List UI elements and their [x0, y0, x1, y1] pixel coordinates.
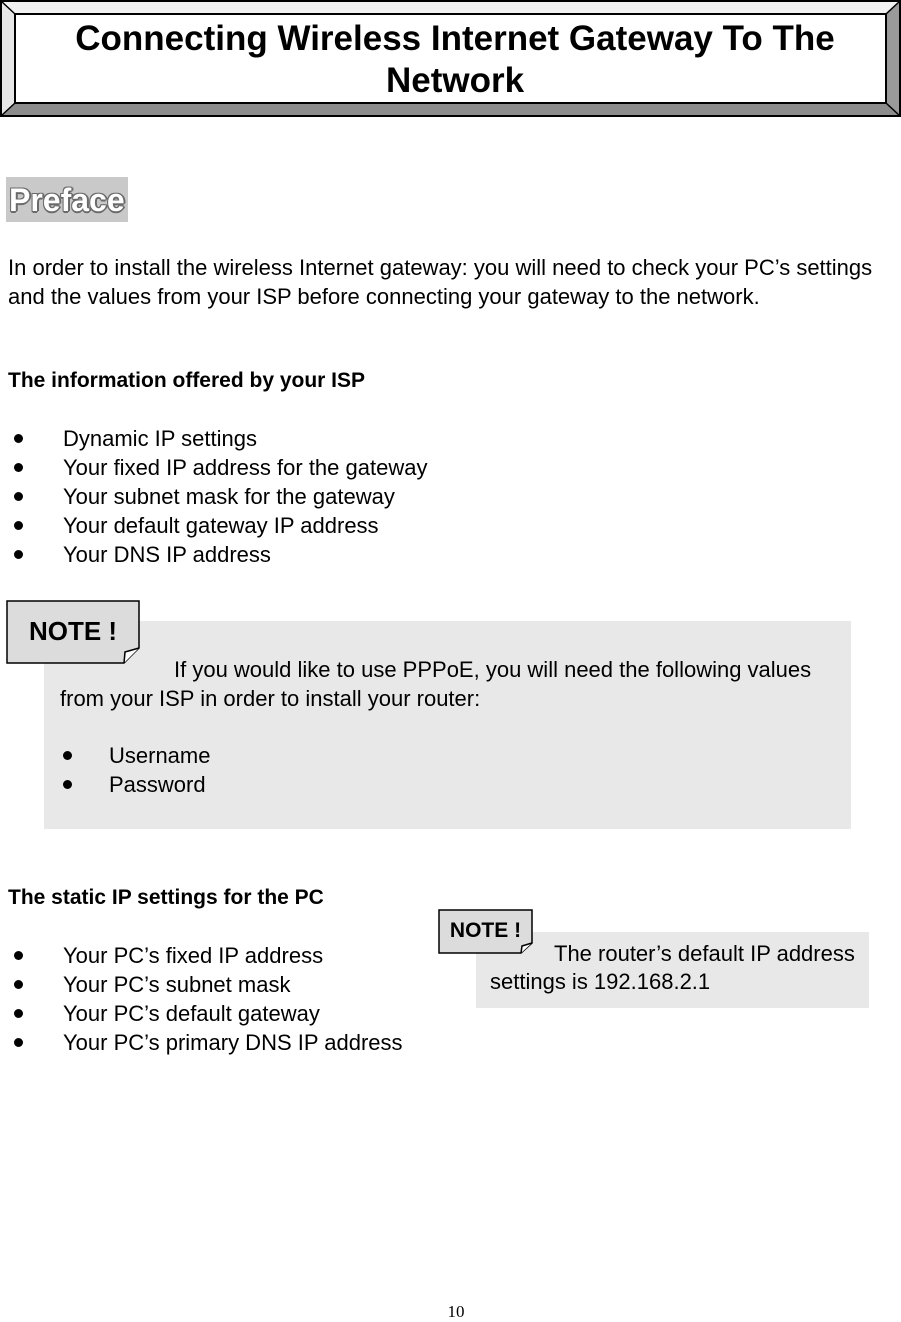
isp-section-heading: The information offered by your ISP — [8, 369, 366, 392]
isp-info-list — [63, 424, 427, 569]
list-item: Your PC’s default gateway — [63, 999, 403, 1028]
list-item: Dynamic IP settings — [63, 424, 427, 453]
bullet-icon — [63, 751, 72, 760]
default-ip-note-box — [476, 932, 869, 1008]
note-tag-pppoe — [6, 600, 140, 664]
list-item: Your subnet mask for the gateway — [63, 482, 427, 511]
bullet-icon — [14, 463, 23, 472]
pc-settings-list — [63, 941, 403, 1057]
pc-section-heading: The static IP settings for the PC — [8, 886, 324, 909]
list-item: Password — [109, 770, 210, 799]
page-title: Connecting Wireless Internet Gateway To The Network — [75, 19, 835, 100]
bullet-icon — [14, 1009, 23, 1018]
title-banner — [0, 0, 901, 117]
pppoe-values-list — [109, 741, 210, 799]
list-item: Your default gateway IP address — [63, 511, 427, 540]
note-tag-default-ip — [438, 909, 533, 954]
bullet-icon — [63, 780, 72, 789]
pppoe-note-box — [44, 621, 851, 829]
bullet-icon — [14, 434, 23, 443]
pppoe-note-text: If you would like to use PPPoE, you will need the following values from your ISP in order to install your router: — [60, 657, 812, 711]
default-ip-note-text: The router’s default IP address settings is 192.168.2.1 — [490, 941, 855, 994]
list-item: Your PC’s subnet mask — [63, 970, 403, 999]
intro-paragraph: In order to install the wireless Internet gateway: you will need to check your PC’s settings and the values from your ISP before connecting your gateway to the network. — [8, 255, 873, 309]
list-item: Your PC’s fixed IP address — [63, 941, 403, 970]
bullet-icon — [14, 980, 23, 989]
bullet-icon — [14, 1038, 23, 1047]
bullet-icon — [14, 492, 23, 501]
list-item: Your PC’s primary DNS IP address — [63, 1028, 403, 1057]
list-item: Username — [109, 741, 210, 770]
list-item: Your fixed IP address for the gateway — [63, 453, 427, 482]
bullet-icon — [14, 951, 23, 960]
preface-heading: Preface — [6, 177, 128, 222]
bullet-icon — [14, 550, 23, 559]
list-item: Your DNS IP address — [63, 540, 427, 569]
bullet-icon — [14, 521, 23, 530]
note-tag-label: NOTE ! — [28, 616, 118, 646]
page-number: 10 — [447, 1302, 465, 1321]
note-tag-label: NOTE ! — [449, 919, 522, 942]
